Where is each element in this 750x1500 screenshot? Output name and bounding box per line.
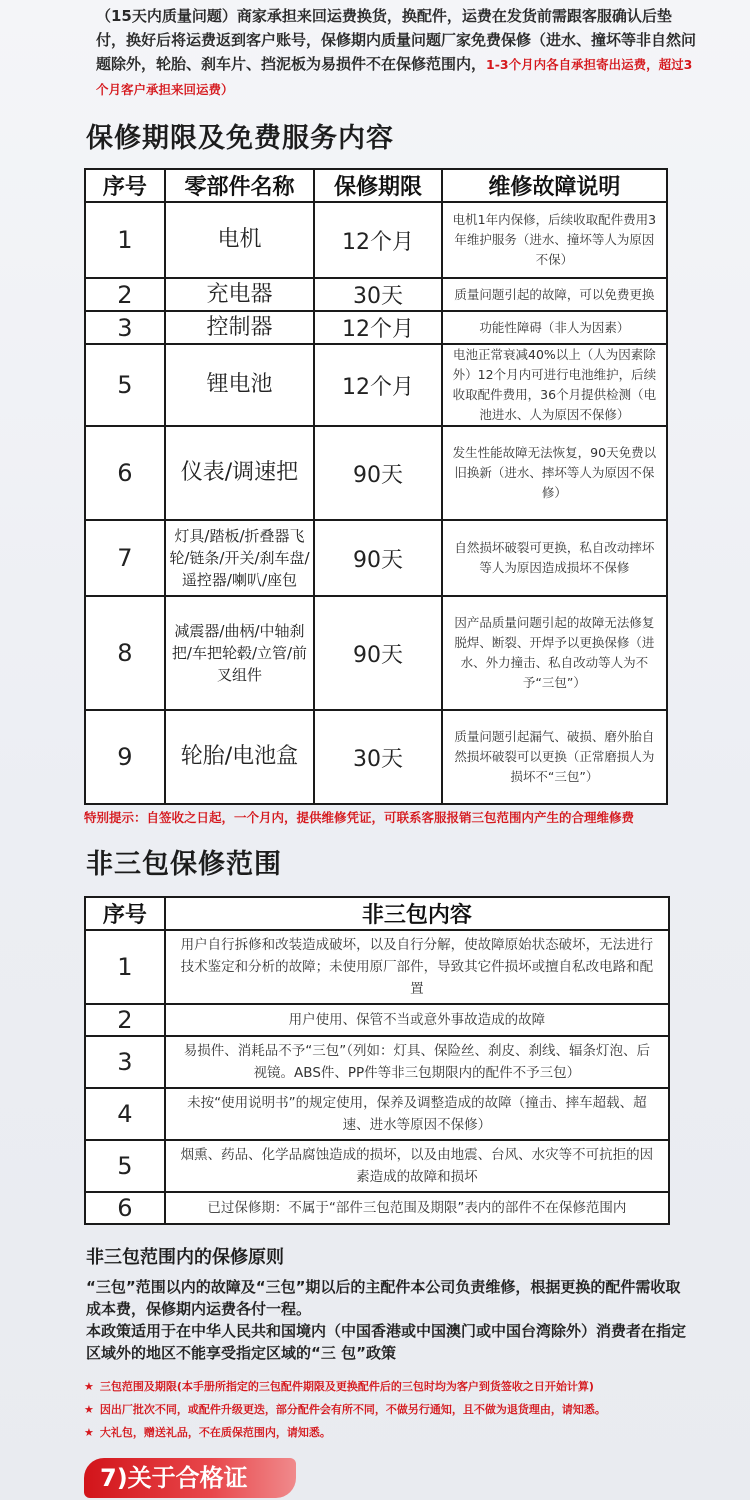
row-seq: 5: [85, 1140, 165, 1192]
header-part: 零部件名称: [165, 169, 314, 202]
non-warranty-heading: 非三包保修范围: [86, 849, 282, 880]
table-row: [85, 1004, 669, 1036]
intro-text: （15天内质量问题）商家承担来回运费换货，换配件，运费在发货前需跟客服确认后垫付，换好后将运费返到客户账号，保修期内质量问题厂家免费保修（进水、撞坏等非自然问题除外，轮胎、刹车片、挡泥板为易损件不在保修范围内，: [96, 7, 697, 73]
row-seq: 6: [85, 1192, 165, 1224]
warranty-heading: 保修期限及免费服务内容: [86, 123, 394, 154]
star-icon: ★: [84, 1380, 94, 1393]
table-row: [85, 1140, 669, 1192]
header-seq: 序号: [85, 169, 165, 202]
row-part: 灯具/踏板/折叠器飞轮/链条/开关/刹车盘/遥控器/喇叭/座包: [165, 520, 314, 596]
header-desc: 维修故障说明: [442, 169, 667, 202]
principle-paragraph-2: 本政策适用于在中华人民共和国境内（中国香港或中国澳门或中国台湾除外）消费者在指定区域外的地区不能享受指定区域的“三 包”政策: [86, 1322, 687, 1362]
principle-text: [86, 1276, 686, 1364]
table-row: [85, 278, 667, 311]
note-text: 因出厂批次不同，或配件升级更迭，部分配件会有所不同，不做另行通知，且不做为退货理由，请知悉。: [99, 1403, 606, 1416]
non-warranty-table-header: [85, 897, 669, 930]
row-desc: 自然损坏破裂可更换，私自改动摔坏等人为原因造成损坏不保修: [442, 520, 667, 596]
row-period: 12个月: [314, 344, 442, 426]
note-text: 大礼包，赠送礼品，不在质保范围内，请知悉。: [99, 1426, 331, 1439]
row-seq: 3: [85, 1036, 165, 1088]
table-row: [85, 596, 667, 710]
section-badge-certificate: 7)关于合格证: [84, 1458, 296, 1498]
row-seq: 9: [85, 710, 165, 804]
row-period: 90天: [314, 426, 442, 520]
star-icon: ★: [84, 1426, 94, 1439]
row-part: 电机: [165, 202, 314, 278]
row-seq: 3: [85, 311, 165, 344]
row-seq: 2: [85, 278, 165, 311]
warranty-table: [84, 168, 668, 805]
table-row: [85, 426, 667, 520]
table-row: [85, 1088, 669, 1140]
row-seq: 4: [85, 1088, 165, 1140]
table-row: [85, 1192, 669, 1224]
table-row: [85, 520, 667, 596]
note-text: 三包范围及期限(本手册所指定的三包配件期限及更换配件后的三包时均为客户到货签收之日开始计算): [99, 1380, 594, 1393]
row-desc: 质量问题引起漏气、破损、磨外胎自然损坏破裂可以更换（正常磨损人为损坏不“三包”）: [442, 710, 667, 804]
row-part: 锂电池: [165, 344, 314, 426]
special-note: 特别提示：自签收之日起，一个月内，提供维修凭证，可联系客服报销三包范围内产生的合理维修费: [84, 810, 635, 825]
row-period: 12个月: [314, 202, 442, 278]
row-desc: 电池正常衰减40%以上（人为因素除外）12个月内可进行电池维护，后续收取配件费用，36个月提供检测（电池进水、人为原因不保修）: [442, 344, 667, 426]
header-content: 非三包内容: [165, 897, 669, 930]
row-seq: 2: [85, 1004, 165, 1036]
table-row: [85, 1036, 669, 1088]
row-desc: 发生性能故障无法恢复，90天免费以旧换新（进水、摔坏等人为原因不保修）: [442, 426, 667, 520]
row-content: 已过保修期：不属于“部件三包范围及期限”表内的部件不在保修范围内: [165, 1192, 669, 1224]
row-seq: 1: [85, 202, 165, 278]
intro-paragraph: [96, 4, 696, 102]
star-icon: ★: [84, 1403, 94, 1416]
row-desc: 质量问题引起的故障，可以免费更换: [442, 278, 667, 311]
row-content: 用户自行拆修和改装造成破坏，以及自行分解，使故障原始状态破坏，无法进行技术鉴定和分析的故障；未使用原厂部件，导致其它件损坏或擅自私改电路和配置: [165, 930, 669, 1004]
table-row: [85, 930, 669, 1004]
intro-red-text: 1-3个月内各自承担寄出运费，超过3个月客户承担来回运费）: [96, 57, 693, 97]
table-row: [85, 202, 667, 278]
table-row: [85, 311, 667, 344]
row-desc: 因产品质量问题引起的故障无法修复脱焊、断裂、开焊予以更换保修（进水、外力撞击、私自改动等人为不予“三包”）: [442, 596, 667, 710]
row-seq: 6: [85, 426, 165, 520]
principle-heading: 非三包范围内的保修原则: [86, 1247, 284, 1268]
principle-paragraph-1: “三包”范围以内的故障及“三包”期以后的主配件本公司负责维修，根据更换的配件需收取成本费，保修期内运费各付一程。: [86, 1278, 681, 1318]
row-content: 用户使用、保管不当或意外事故造成的故障: [165, 1004, 669, 1036]
row-part: 仪表/调速把: [165, 426, 314, 520]
row-period: 90天: [314, 596, 442, 710]
row-desc: 电机1年内保修，后续收取配件费用3年维护服务（进水、撞坏等人为原因不保）: [442, 202, 667, 278]
row-content: 未按“使用说明书”的规定使用，保养及调整造成的故障（撞击、摔车超载、超速、进水等原因不保修）: [165, 1088, 669, 1140]
note-item: [84, 1398, 704, 1421]
row-content: 易损件、消耗品不予“三包”（列如：灯具、保险丝、刹皮、刹线、辐条灯泡、后视镜。ABS件、PP件等非三包期限内的配件不予三包）: [165, 1036, 669, 1088]
header-period: 保修期限: [314, 169, 442, 202]
row-seq: 5: [85, 344, 165, 426]
row-part: 减震器/曲柄/中轴刹把/车把轮毂/立管/前叉组件: [165, 596, 314, 710]
table-row: [85, 344, 667, 426]
row-seq: 8: [85, 596, 165, 710]
row-period: 30天: [314, 710, 442, 804]
row-part: 充电器: [165, 278, 314, 311]
row-seq: 1: [85, 930, 165, 1004]
note-item: [84, 1375, 704, 1398]
note-item: [84, 1421, 704, 1444]
table-row: [85, 710, 667, 804]
notes-list: [84, 1375, 704, 1444]
row-period: 30天: [314, 278, 442, 311]
row-period: 90天: [314, 520, 442, 596]
row-period: 12个月: [314, 311, 442, 344]
non-warranty-table: [84, 896, 670, 1225]
row-content: 烟熏、药品、化学品腐蚀造成的损坏，以及由地震、台风、水灾等不可抗拒的因素造成的故障和损坏: [165, 1140, 669, 1192]
row-part: 轮胎/电池盒: [165, 710, 314, 804]
warranty-table-header: [85, 169, 667, 202]
header-seq: 序号: [85, 897, 165, 930]
row-part: 控制器: [165, 311, 314, 344]
row-desc: 功能性障碍（非人为因素）: [442, 311, 667, 344]
row-seq: 7: [85, 520, 165, 596]
